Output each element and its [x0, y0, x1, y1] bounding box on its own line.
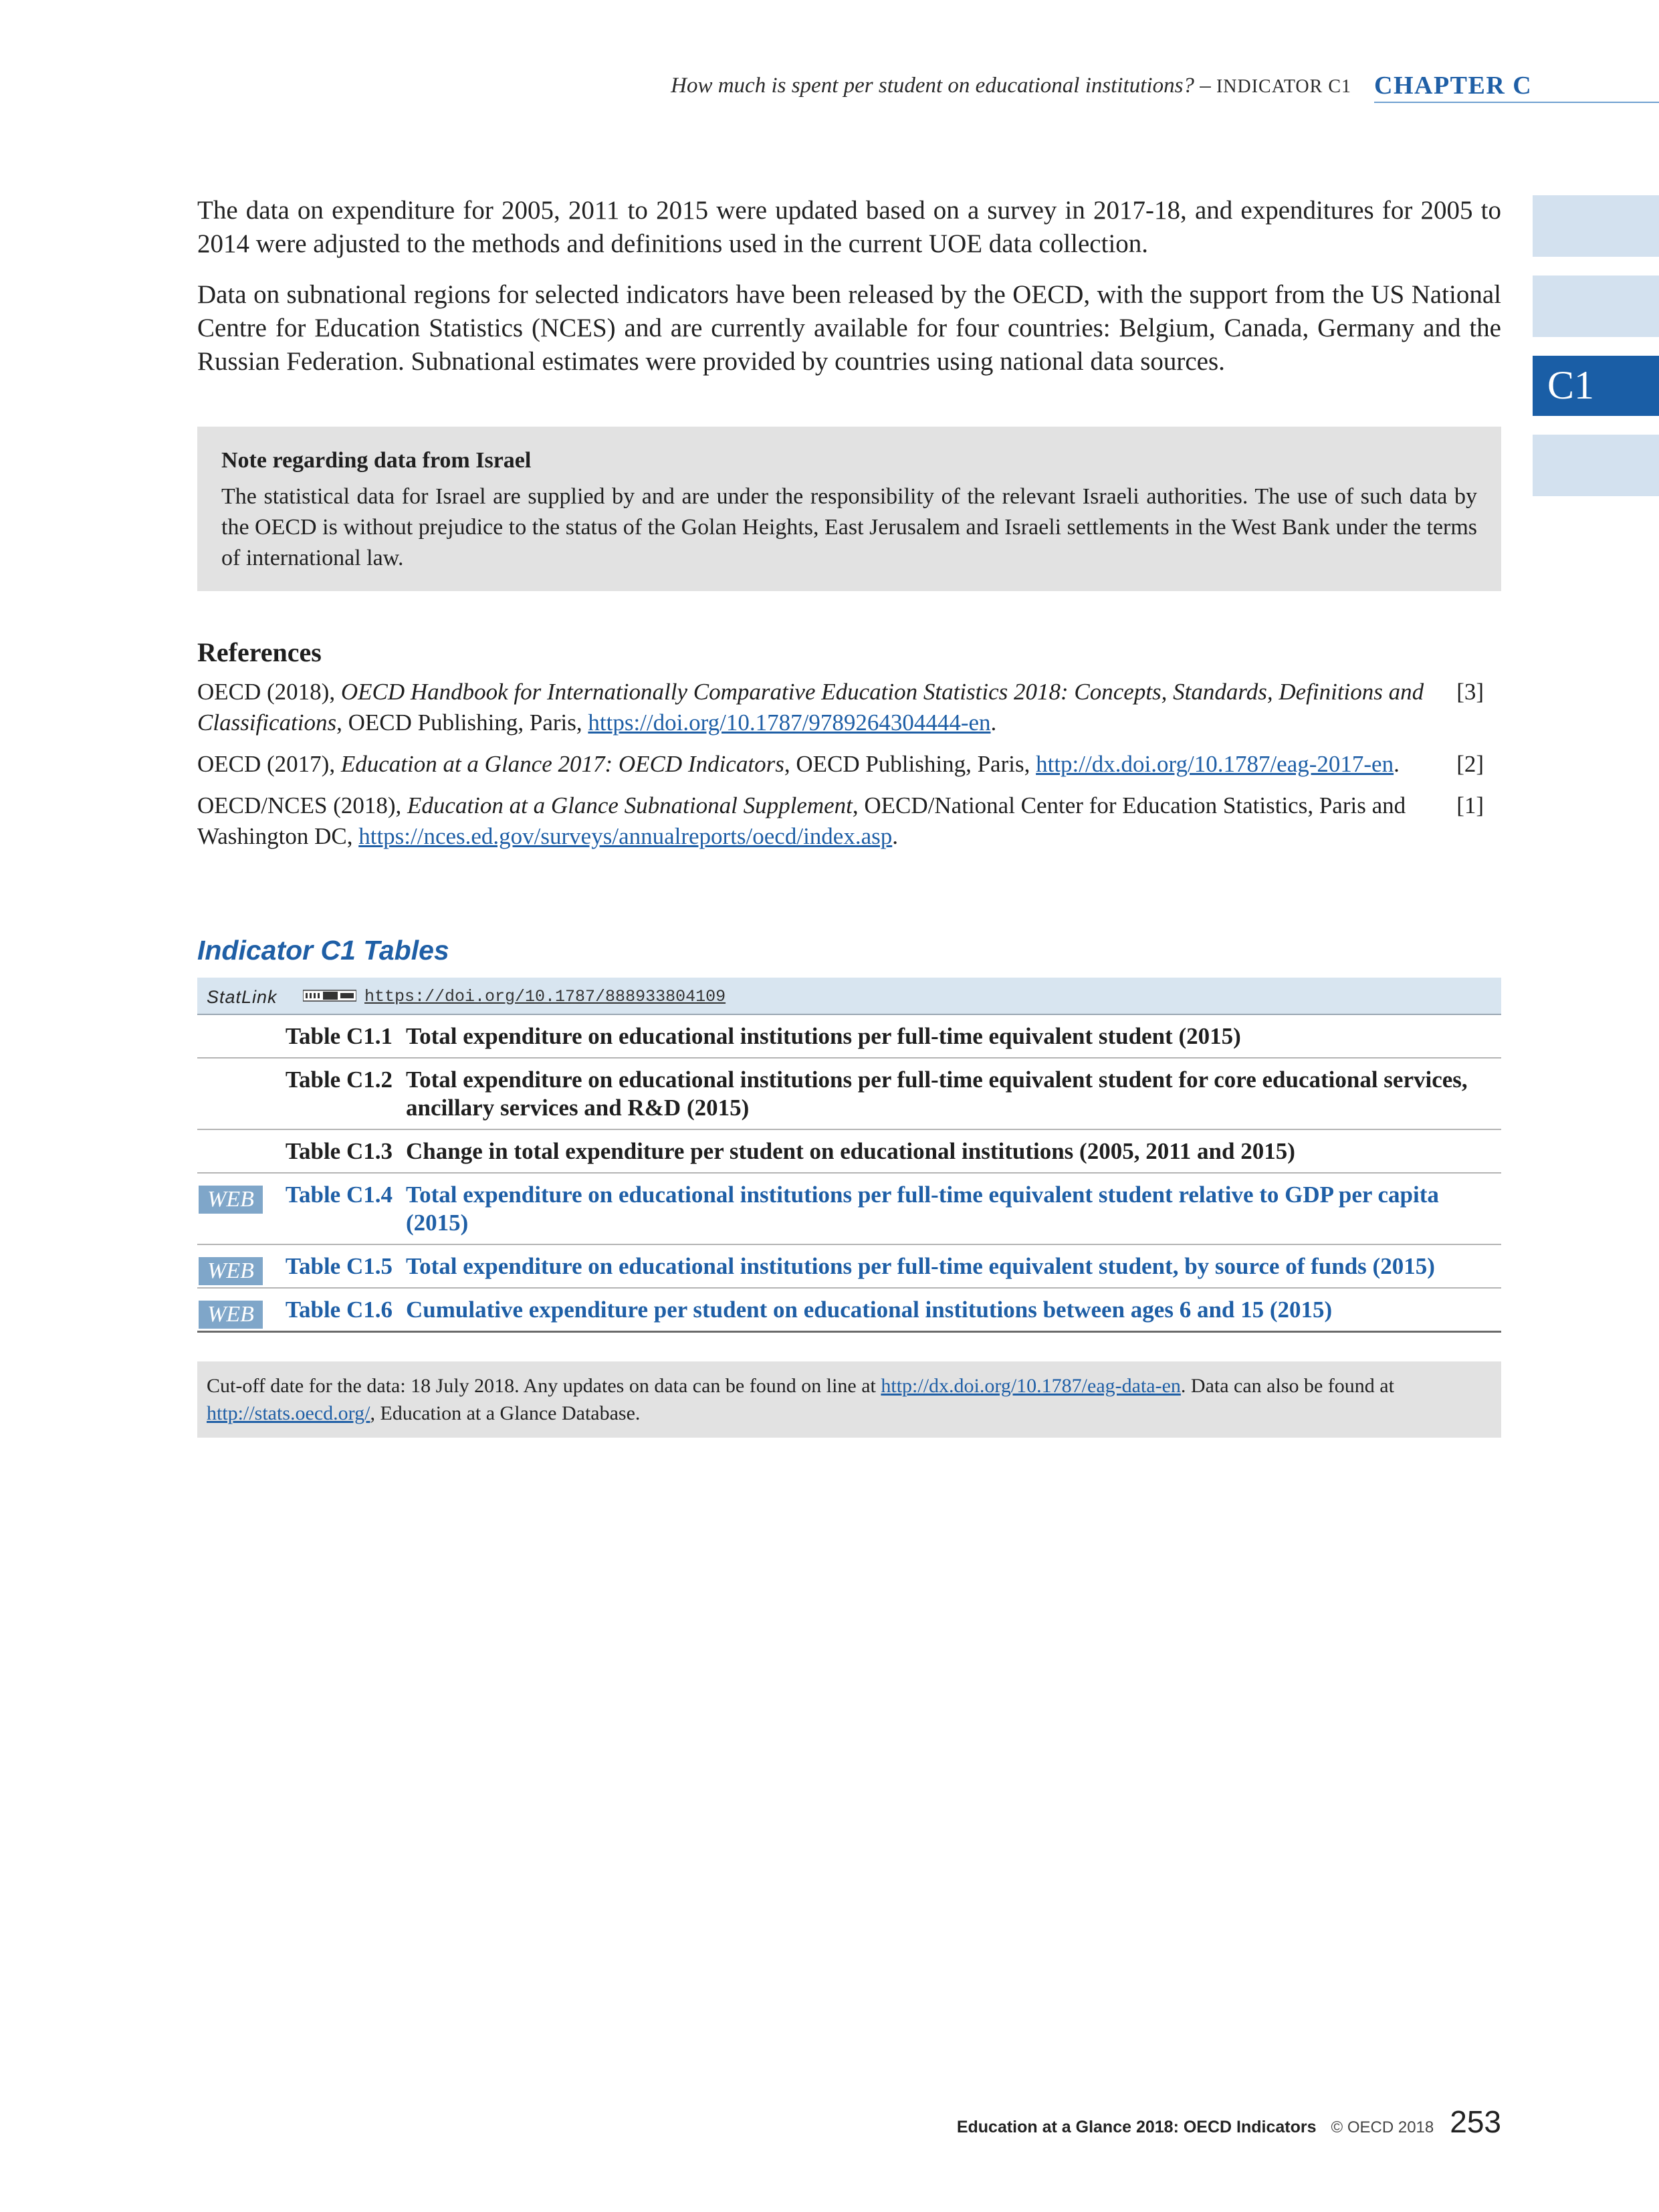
- cutoff-text: , Education at a Glance Database.: [370, 1402, 641, 1424]
- running-header-text: [671, 74, 1351, 98]
- table-id: Table C1.6: [285, 1297, 393, 1323]
- reference-number: [1]: [1456, 792, 1484, 818]
- reference-item: [197, 749, 1501, 780]
- running-header: [0, 71, 1659, 104]
- footer-copyright: © OECD 2018: [1331, 2118, 1434, 2136]
- table-row-web[interactable]: [197, 1245, 1501, 1289]
- footer-publication: Education at a Glance 2018: OECD Indicators: [956, 2118, 1317, 2136]
- web-badge: WEB: [199, 1301, 263, 1329]
- cutoff-note: [197, 1361, 1501, 1438]
- cutoff-data-link[interactable]: http://dx.doi.org/10.1787/eag-data-en: [881, 1375, 1181, 1397]
- page-number: 253: [1450, 2104, 1501, 2139]
- side-tab-current-indicator: C1: [1533, 356, 1659, 416]
- table-row-web[interactable]: [197, 1174, 1501, 1245]
- reference-period: .: [990, 709, 997, 736]
- reference-item: [197, 677, 1501, 738]
- references-section: [197, 637, 1501, 863]
- table-id: Table C1.2: [285, 1067, 393, 1093]
- cutoff-stats-link[interactable]: http://stats.oecd.org/: [207, 1402, 370, 1424]
- reference-publisher: , OECD/National Center for Education Statistics, Paris and Washington DC,: [197, 792, 1406, 849]
- reference-item: [197, 790, 1501, 852]
- reference-number: [3]: [1456, 679, 1484, 705]
- references-title: References: [197, 637, 322, 667]
- statlink-bar: [197, 978, 1501, 1015]
- body-paragraph-2: Data on subnational regions for selected indicators have been released by the OECD, with the support from the US National Centre for Education Statistics (NCES) and are currently available for four countries: Belgium, Canada, Germany and the Russian Federation. Subnational estimates were provided by countries using national data sources.: [197, 280, 1501, 376]
- side-tab-blank: [1533, 275, 1659, 337]
- reference-link[interactable]: https://nces.ed.gov/surveys/annualreports/oecd/index.asp: [358, 823, 893, 849]
- side-tab-blank: [1533, 435, 1659, 496]
- running-header-separator: –: [1194, 74, 1216, 98]
- table-title: Total expenditure on educational institutions per full-time equivalent student (2015): [406, 1023, 1241, 1049]
- running-header-title: How much is spent per student on educational institutions?: [671, 74, 1194, 98]
- tables-list: [197, 1015, 1501, 1333]
- page-footer: [957, 2104, 1501, 2140]
- reference-title: OECD Handbook for Internationally Comparative Education Statistics 2018: Concepts, Standards, Definitions and Classifications: [197, 679, 1424, 736]
- table-title: Total expenditure on educational institutions per full-time equivalent student, by source of funds (2015): [406, 1253, 1435, 1279]
- reference-author: OECD/NCES (2018),: [197, 792, 408, 818]
- reference-title: Education at a Glance 2017: OECD Indicators: [340, 751, 784, 777]
- table-row[interactable]: [197, 1059, 1501, 1130]
- table-row[interactable]: [197, 1015, 1501, 1059]
- table-title: Cumulative expenditure per student on educational institutions between ages 6 and 15 (2015): [406, 1297, 1333, 1323]
- reference-author: OECD (2017),: [197, 751, 341, 777]
- table-id: Table C1.4: [285, 1182, 393, 1208]
- table-title: Total expenditure on educational institutions per full-time equivalent student for core educational services, ancillary services and R&D (2015): [406, 1067, 1468, 1121]
- note-title: Note regarding data from Israel: [221, 448, 532, 473]
- header-rule: [1374, 102, 1659, 103]
- table-id: Table C1.1: [285, 1023, 393, 1049]
- running-header-indicator: INDICATOR C1: [1216, 76, 1351, 97]
- table-id: Table C1.3: [285, 1138, 393, 1164]
- reference-link[interactable]: http://dx.doi.org/10.1787/eag-2017-en: [1036, 751, 1394, 777]
- note-box: [197, 427, 1501, 591]
- cutoff-text: Cut-off date for the data: 18 July 2018. Any updates on data can be found on line at: [207, 1375, 881, 1397]
- table-id: Table C1.5: [285, 1253, 393, 1279]
- chapter-label: CHAPTER C: [1374, 72, 1533, 100]
- table-title: Change in total expenditure per student on educational institutions (2005, 2011 and 2015): [406, 1138, 1295, 1164]
- reference-publisher: , OECD Publishing, Paris,: [784, 751, 1036, 777]
- web-badge: WEB: [199, 1186, 263, 1214]
- reference-author: OECD (2018),: [197, 679, 341, 705]
- body-paragraph-1: The data on expenditure for 2005, 2011 to 2015 were updated based on a survey in 2017-18, and expenditures for 2005 to 2014 were adjusted to the methods and definitions used in the current UOE data collection.: [197, 196, 1501, 258]
- note-body: The statistical data for Israel are supplied by and are under the responsibility of the relevant Israeli authorities. The use of such data by the OECD is without prejudice to the status of the Golan Heights, East Jerusalem and Israeli settlements in the West Bank under the terms of international law.: [221, 484, 1477, 570]
- statlink-label: StatLink: [207, 987, 278, 1007]
- table-row-web[interactable]: [197, 1289, 1501, 1333]
- reference-number: [2]: [1456, 751, 1484, 777]
- reference-period: .: [1394, 751, 1400, 777]
- cutoff-text: . Data can also be found at: [1180, 1375, 1394, 1397]
- statlink-logo-icon: [303, 988, 356, 1004]
- table-row[interactable]: [197, 1130, 1501, 1174]
- side-tab-blank: [1533, 195, 1659, 257]
- table-title: Total expenditure on educational institutions per full-time equivalent student relative to GDP per capita (2015): [406, 1182, 1439, 1236]
- reference-title: Education at a Glance Subnational Supplement: [407, 792, 853, 818]
- reference-link[interactable]: https://doi.org/10.1787/9789264304444-en: [588, 709, 991, 736]
- statlink-url[interactable]: https://doi.org/10.1787/888933804109: [364, 987, 726, 1006]
- reference-publisher: , OECD Publishing, Paris,: [336, 709, 588, 736]
- tables-section-title: Indicator C1 Tables: [197, 935, 449, 966]
- reference-period: .: [892, 823, 898, 849]
- web-badge: WEB: [199, 1257, 263, 1285]
